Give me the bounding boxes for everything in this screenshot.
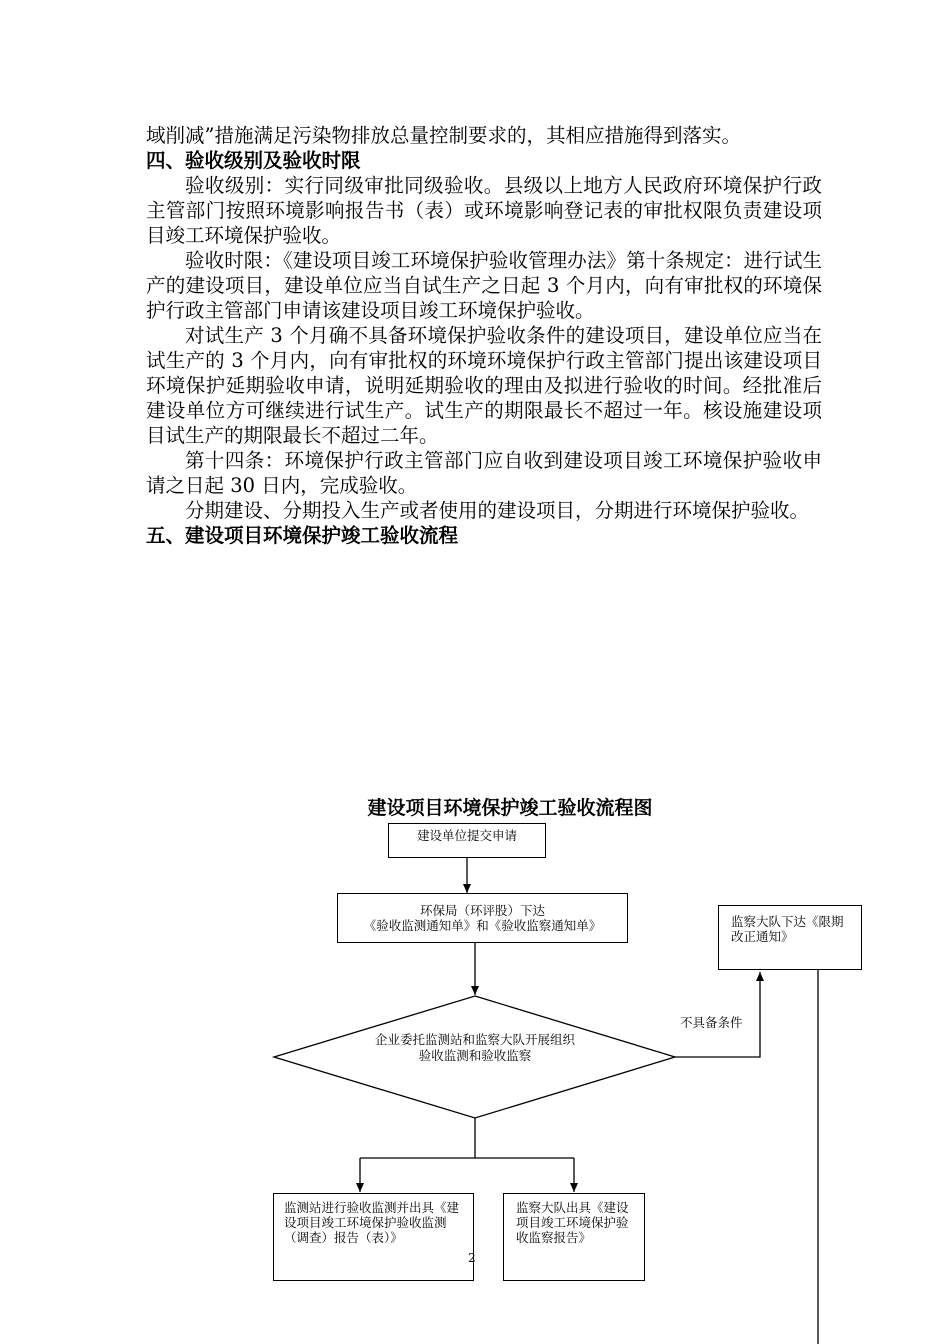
section-heading-4: 四、验收级别及验收时限 xyxy=(146,149,361,172)
flowchart-title: 建设项目环境保护竣工验收流程图 xyxy=(367,797,653,819)
edge-label-not-ready: 不具备条件 xyxy=(680,1015,743,1030)
paragraph-continuation: 域削减”措施满足污染物排放总量控制要求的，其相应措施得到落实。 xyxy=(146,124,741,147)
step-submit-label: 建设单位提交申请 xyxy=(416,828,517,843)
paragraph-extension: 对试生产 3 个月确不具备环境保护验收条件的建设项目，建设单位应当在试生产的 3 个月内，向有审批权的环境环境保护行政主管部门提出该建设项目环境保护延期验收申请，说明延期验收的理由及拟进行验收的时间。经批准后建设单位方可继续进行试生产。试生产的期限最长不超过一年。核设施建设项目试生产的期限最长不超过二年。 xyxy=(146,324,822,447)
step-monitoring-report-label: 监测站进行验收监测并出具《建设项目竣工环境保护验收监测（调查）报告（表）》 xyxy=(284,1200,460,1245)
paragraph-acceptance-time-limit: 验收时限：《建设项目竣工环境保护验收管理办法》第十条规定：进行试生产的建设项目，建设单位应当自试生产之日起 3 个月内，向有审批权的环境保护行政主管部门申请该建设项目竣工环境保护验收。 xyxy=(146,249,822,322)
step-inspection-report xyxy=(503,1193,645,1281)
step-inspection-report-label: 监察大队出具《建设项目竣工环境保护验收监察报告》 xyxy=(516,1200,629,1245)
paragraph-article-14: 第十四条：环境保护行政主管部门应自收到建设项目竣工环境保护验收申请之日起 30 日内，完成验收。 xyxy=(146,449,822,497)
step-rectify-label: 监察大队下达《限期改正通知》 xyxy=(731,914,844,944)
page-number: 2 xyxy=(468,1251,476,1265)
step-issue-notices xyxy=(337,893,628,943)
paragraph-phased-construction: 分期建设、分期投入生产或者使用的建设项目，分期进行环境保护验收。 xyxy=(185,499,810,522)
decision-label: 企业委托监测站和监察大队开展组织验收监测和验收监察 xyxy=(374,1032,575,1063)
step-notice-line-2: 《验收监测通知单》和《验收监察通知单》 xyxy=(363,918,602,933)
step-notice-line-1: 环保局（环评股）下达 xyxy=(419,903,545,918)
section-heading-5: 五、建设项目环境保护竣工验收流程 xyxy=(146,524,459,547)
step-rectify-notice xyxy=(718,905,862,970)
step-monitoring-report xyxy=(273,1193,474,1281)
step-submit-application xyxy=(388,823,546,858)
paragraph-acceptance-level: 验收级别：实行同级审批同级验收。县级以上地方人民政府环境保护行政主管部门按照环境影响报告书（表）或环境影响登记表的审批权限负责建设项目竣工环境保护验收。 xyxy=(146,174,822,247)
